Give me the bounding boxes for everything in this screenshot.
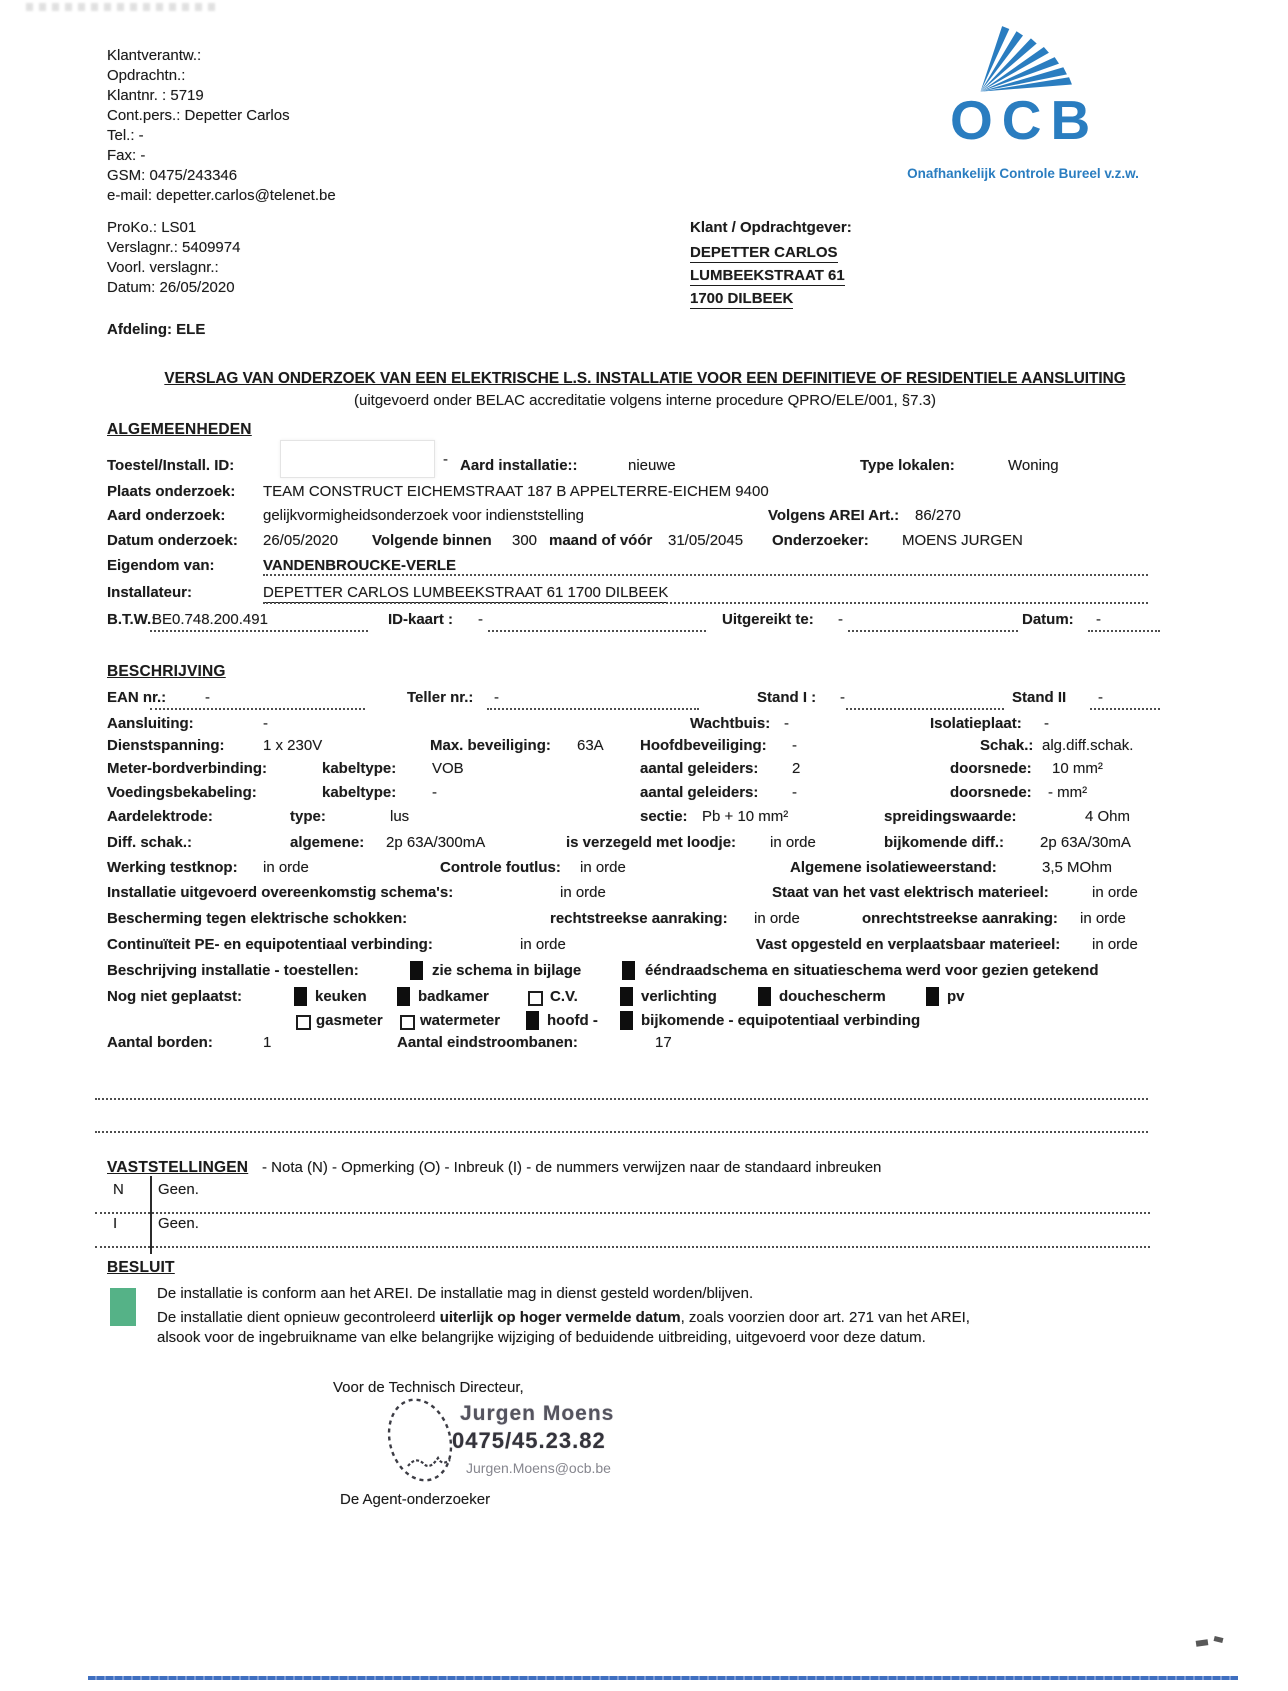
separator-dotted-line-2 [95,1131,1148,1133]
teller-value: - [494,689,499,706]
contact-opdrachtn: Opdrachtn.: [107,67,186,84]
redaction-box [280,440,435,478]
scan-smudge-2 [1214,1636,1224,1643]
staat-value: in orde [1092,884,1138,901]
checkbox-cv-label: C.V. [550,988,578,1005]
checkbox-badkamer-label: badkamer [418,988,489,1005]
signature-phone-stamp: 0475/45.23.82 [452,1428,606,1453]
checkbox-watermeter-label: watermeter [420,1012,501,1029]
volgens-arei-label: Volgens AREI Art.: [768,507,900,524]
type-lokalen-value: Woning [1008,457,1059,474]
aansluiting-label: Aansluiting: [107,715,194,732]
report-verslagnr: Verslagnr.: 5409974 [107,239,241,256]
eigendom-label: Eigendom van: [107,557,215,574]
toestel-label: Toestel/Install. ID: [107,457,235,474]
ean-dotted-line [150,708,365,710]
btw-dotted-line [150,630,368,632]
checkbox-douchescherm-label: douchescherm [779,988,886,1005]
kabeltype1-value: VOB [432,760,464,777]
checkbox-badkamer [397,987,410,1006]
maand-of-voor-value: 31/05/2045 [668,532,744,549]
diff-schak-label: Diff. schak.: [107,834,193,851]
checkbox-keuken [294,987,307,1006]
checkbox-gasmeter-label: gasmeter [316,1012,383,1029]
idkaart-dotted-line [488,630,706,632]
scan-smudge-1 [1196,1639,1209,1647]
eindstroombanen-value: 17 [655,1034,672,1051]
werking-label: Werking testknop: [107,859,238,876]
report-datum: Datum: 26/05/2020 [107,279,235,296]
isolatieplaat-value: - [1044,715,1049,732]
section-vaststellingen: VASTSTELLINGEN [107,1159,249,1176]
eigendom-dotted-line [263,574,1148,576]
contact-contpers: Cont.pers.: Depetter Carlos [107,107,290,124]
verzegeld-value: in orde [770,834,816,851]
checkbox-zie-schema-label: zie schema in bijlage [432,962,582,979]
onrechtstreekse-label: onrechtstreekse aanraking: [862,910,1058,927]
client-name: DEPETTER CARLOS [690,244,838,261]
staat-label: Staat van het vast elektrisch materieel: [772,884,1049,901]
dienstspanning-value: 1 x 230V [263,737,323,754]
algemene-value: 2p 63A/300mA [386,834,486,851]
datum-onderzoek-label: Datum onderzoek: [107,532,238,549]
stand1-label: Stand I : [757,689,817,706]
rechtstreekse-value: in orde [754,910,800,927]
continuiteit-value: in orde [520,936,566,953]
kabeltype2-value: - [432,784,437,801]
report-proko: ProKo.: LS01 [107,219,197,236]
aantal-borden-label: Aantal borden: [107,1034,213,1051]
eindstroombanen-label: Aantal eindstroombanen: [397,1034,578,1051]
schema-value: in orde [560,884,606,901]
aard-installatie-label: Aard installatie:: [460,457,578,474]
sectie-label: sectie: [640,808,688,825]
foutlus-value: in orde [580,859,626,876]
checkbox-watermeter [400,1015,415,1030]
contact-gsm: GSM: 0475/243346 [107,167,238,184]
ocb-logo-tagline: Onafhankelijk Controle Bureel v.z.w. [907,166,1139,181]
verzegeld-label: is verzegeld met loodje: [566,834,737,851]
uitgereikt-value: - [838,611,843,628]
idkaart-value: - [478,611,483,628]
isolatieplaat-label: Isolatieplaat: [930,715,1022,732]
aard-onderzoek-label: Aard onderzoek: [107,507,226,524]
type-value: lus [390,808,410,825]
aantal-borden-value: 1 [263,1034,272,1051]
continuiteit-label: Continuïteit PE- en equipotentiaal verbinding: [107,936,433,953]
bescherming-label: Bescherming tegen elektrische schokken: [107,910,408,927]
meter-bord-label: Meter-bordverbinding: [107,760,267,777]
installateur-label: Installateur: [107,584,193,601]
footer-blue-line [88,1676,1238,1680]
vaststelling-code-i: I [113,1215,118,1232]
besluit-line3: alsook voor de ingebruikname van elke belangrijke wijziging of beduidende uitbreiding, uitgevoerd voor deze datum. [157,1329,926,1346]
stand2-value: - [1098,689,1103,706]
checkbox-verlichting-label: verlichting [641,988,717,1005]
besluit-line2-pre: De installatie dient opnieuw gecontroleerd [157,1309,440,1326]
doorsnede2-label: doorsnede: [950,784,1032,801]
checkbox-pv-label: pv [947,988,965,1005]
isolatieweerstand-value: 3,5 MOhm [1042,859,1113,876]
vast-opgesteld-label: Vast opgesteld en verplaatsbaar materieel: [756,936,1061,953]
checkbox-pv [926,987,939,1006]
doorsnede1-value: 10 mm² [1052,760,1103,777]
client-street: LUMBEEKSTRAAT 61 [690,267,845,284]
geleiders2-value: - [792,784,797,801]
contact-fax: Fax: - [107,147,146,164]
volgende-binnen-label: Volgende binnen [372,532,492,549]
maand-of-voor-label: maand of vóór [549,532,653,549]
schak-value: alg.diff.schak. [1042,737,1134,754]
toestellen-label: Beschrijving installatie - toestellen: [107,962,359,979]
datum-onderzoek-value: 26/05/2020 [263,532,339,549]
besluit-green-marker [110,1288,136,1326]
btw-label: B.T.W.: [107,611,157,628]
besluit-line2-bold: uiterlijk op hoger vermelde datum [439,1309,681,1326]
voeding-label: Voedingsbekabeling: [107,784,257,801]
onderzoeker-value: MOENS JURGEN [902,532,1023,549]
ocb-logo-text: OCB [950,89,1100,151]
geleiders1-label: aantal geleiders: [640,760,759,777]
aard-onderzoek-value: gelijkvormigheidsonderzoek voor indienststelling [263,507,585,524]
installateur-value: DEPETTER CARLOS LUMBEEKSTRAAT 61 1700 DILBEEK [263,584,669,601]
checkbox-hoofd-label: hoofd - [547,1012,598,1029]
separator-dotted-line-1 [95,1098,1148,1100]
max-beveiliging-value: 63A [577,737,604,754]
sectie-value: Pb + 10 mm² [702,808,789,825]
datum2-dotted-line [1088,630,1160,632]
wachtbuis-label: Wachtbuis: [690,715,771,732]
vaststellingen-table-vline [150,1176,152,1254]
checkbox-cv [528,991,543,1006]
schak-label: Schak.: [980,737,1034,754]
besluit-line2-post: , zoals voorzien door art. 271 van het AREI, [680,1309,970,1326]
geleiders1-value: 2 [792,760,801,777]
vaststelling-text-i: Geen. [158,1215,199,1232]
hoofdbeveiliging-label: Hoofdbeveiliging: [640,737,767,754]
doorsnede1-label: doorsnede: [950,760,1032,777]
btw-value: BE0.748.200.491 [152,611,268,628]
type-lokalen-label: Type lokalen: [860,457,955,474]
client-title: Klant / Opdrachtgever: [690,219,852,236]
section-beschrijving: BESCHRIJVING [107,663,226,680]
plaats-label: Plaats onderzoek: [107,483,236,500]
nog-niet-geplaatst-label: Nog niet geplaatst: [107,988,243,1005]
checkbox-eendraadschema [622,961,635,980]
scan-artifact-top [26,3,221,11]
bijkomende-diff-label: bijkomende diff.: [884,834,1004,851]
report-afdeling: Afdeling: ELE [107,321,206,338]
idkaart-label: ID-kaart : [388,611,454,628]
vaststellingen-dotted-line-1 [95,1212,1150,1214]
checkbox-bijkomende-label: bijkomende - equipotentiaal verbinding [641,1012,921,1029]
ocb-logo-fan-icon [948,24,1098,96]
vaststelling-text-n: Geen. [158,1181,199,1198]
checkbox-bijkomende [620,1011,633,1030]
teller-label: Teller nr.: [407,689,474,706]
vaststellingen-dotted-line-2 [95,1246,1150,1248]
checkbox-zie-schema [410,961,423,980]
aardelektrode-label: Aardelektrode: [107,808,213,825]
checkbox-verlichting [620,987,633,1006]
eigendom-value: VANDENBROUCKE-VERLE [263,557,457,574]
client-city: 1700 DILBEEK [690,290,794,307]
stand2-dotted-line [1090,708,1160,710]
checkbox-hoofd [526,1011,539,1030]
volgens-arei-value: 86/270 [915,507,961,524]
contact-tel: Tel.: - [107,127,144,144]
bijkomende-diff-value: 2p 63A/30mA [1040,834,1131,851]
report-subtitle: (uitgevoerd onder BELAC accreditatie volgens interne procedure QPRO/ELE/001, §7.3) [354,392,936,409]
uitgereikt-dotted-line [848,630,1018,632]
isolatieweerstand-label: Algemene isolatieweerstand: [790,859,997,876]
stand1-dotted-line [846,708,1004,710]
checkbox-eendraadschema-label: ééndraadschema en situatieschema werd voor gezien getekend [645,962,1099,979]
rechtstreekse-label: rechtstreekse aanraking: [550,910,728,927]
ean-value: - [205,689,210,706]
signature-agent-line: De Agent-onderzoeker [340,1491,491,1508]
algemene-label: algemene: [290,834,365,851]
schema-label: Installatie uitgevoerd overeenkomstig schema's: [107,884,454,901]
aansluiting-value: - [263,715,268,732]
vaststellingen-intro: - Nota (N) - Opmerking (O) - Inbreuk (I) - de nummers verwijzen naar de standaard inbreuken [262,1159,882,1176]
stand1-value: - [840,689,845,706]
spreiding-value: 4 Ohm [1085,808,1131,825]
type-label: type: [290,808,326,825]
onrechtstreekse-value: in orde [1080,910,1126,927]
wachtbuis-value: - [784,715,789,732]
datum2-value: - [1096,611,1101,628]
contact-klantnr: Klantnr. : 5719 [107,87,204,104]
foutlus-label: Controle foutlus: [440,859,561,876]
vaststelling-code-n: N [113,1181,124,1198]
datum2-label: Datum: [1022,611,1074,628]
signature-name-stamp: Jurgen Moens [460,1402,615,1425]
onderzoeker-label: Onderzoeker: [772,532,869,549]
kabeltype2-label: kabeltype: [322,784,397,801]
plaats-value: TEAM CONSTRUCT EICHEMSTRAAT 187 B APPELTERRE-EICHEM 9400 [263,483,769,500]
toestel-redacted-dash: - [443,451,448,468]
report-voorl: Voorl. verslagnr.: [107,259,219,276]
checkbox-gasmeter [296,1015,311,1030]
signature-email-stamp: Jurgen.Moens@ocb.be [466,1460,611,1476]
section-besluit: BESLUIT [107,1259,175,1276]
besluit-line2 [157,1308,970,1327]
kabeltype1-label: kabeltype: [322,760,397,777]
dienstspanning-label: Dienstspanning: [107,737,225,754]
checkbox-keuken-label: keuken [315,988,367,1005]
vast-opgesteld-value: in orde [1092,936,1138,953]
checkbox-douchescherm [758,987,771,1006]
uitgereikt-label: Uitgereikt te: [722,611,814,628]
report-title: VERSLAG VAN ONDERZOEK VAN EEN ELEKTRISCHE L.S. INSTALLATIE VOOR EEN DEFINITIEVE OF RESIDENTIELE AANSLUITING [164,370,1126,387]
stand2-label: Stand II [1012,689,1067,706]
teller-dotted-line [487,708,699,710]
spreiding-label: spreidingswaarde: [884,808,1017,825]
werking-value: in orde [263,859,309,876]
hoofdbeveiliging-value: - [792,737,797,754]
ean-label: EAN nr.: [107,689,167,706]
aard-installatie-value: nieuwe [628,457,676,474]
geleiders2-label: aantal geleiders: [640,784,759,801]
contact-email: e-mail: depetter.carlos@telenet.be [107,187,336,204]
doorsnede2-value: - mm² [1048,784,1088,801]
contact-klantverantw: Klantverantw.: [107,47,202,64]
max-beveiliging-label: Max. beveiliging: [430,737,551,754]
installateur-dotted-line [263,602,1148,604]
signature-director-line: Voor de Technisch Directeur, [333,1379,524,1396]
section-algemeenheden: ALGEMEENHEDEN [107,421,252,438]
volgende-binnen-value: 300 [512,532,538,549]
besluit-line1: De installatie is conform aan het AREI. De installatie mag in dienst gesteld worden/blijven. [157,1285,754,1302]
